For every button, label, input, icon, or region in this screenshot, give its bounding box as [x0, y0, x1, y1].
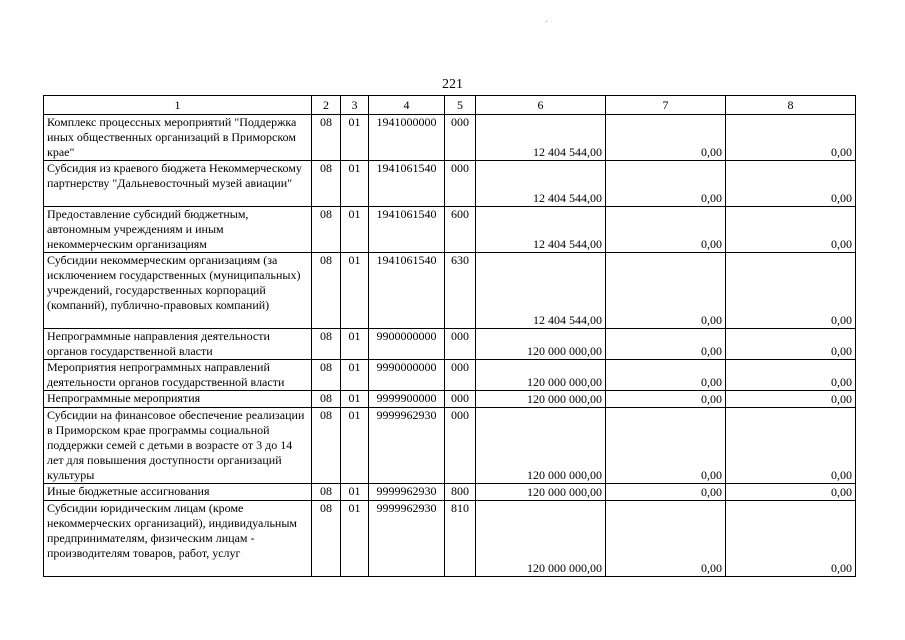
- row-name: Непрограммные мероприятия: [44, 391, 312, 408]
- amount-col-6: 12 404 544,00: [476, 253, 606, 329]
- row-name: Предоставление субсидий бюджетным, автономным учреждениям и иным некоммерческим организациям: [44, 207, 312, 253]
- amount-col-7: 0,00: [606, 391, 726, 408]
- amount-col-7: 0,00: [606, 329, 726, 360]
- target-article-code: 9999962930: [369, 501, 445, 577]
- target-article-code: 9999962930: [369, 484, 445, 501]
- table-row: [44, 207, 856, 253]
- target-article-code: 9999962930: [369, 408, 445, 484]
- expense-type-code: 630: [445, 253, 476, 329]
- amount-col-7: 0,00: [606, 484, 726, 501]
- section-code: 08: [312, 408, 341, 484]
- subsection-code: 01: [341, 207, 369, 253]
- subsection-code: 01: [341, 484, 369, 501]
- table-row: [44, 408, 856, 484]
- amount-col-8: 0,00: [726, 329, 856, 360]
- table-row: [44, 329, 856, 360]
- table-row: [44, 161, 856, 207]
- amount-col-8: 0,00: [726, 391, 856, 408]
- row-name: Субсидия из краевого бюджета Некоммерческому партнерству "Дальневосточный музей авиации": [44, 161, 312, 207]
- subsection-code: 01: [341, 501, 369, 577]
- section-code: 08: [312, 253, 341, 329]
- amount-col-7: 0,00: [606, 253, 726, 329]
- expense-type-code: 000: [445, 115, 476, 161]
- subsection-code: 01: [341, 408, 369, 484]
- subsection-code: 01: [341, 360, 369, 391]
- budget-table: [43, 95, 856, 577]
- amount-col-8: 0,00: [726, 501, 856, 577]
- section-code: 08: [312, 360, 341, 391]
- subsection-code: 01: [341, 115, 369, 161]
- target-article-code: 1941000000: [369, 115, 445, 161]
- amount-col-8: 0,00: [726, 253, 856, 329]
- amount-col-6: 120 000 000,00: [476, 501, 606, 577]
- expense-type-code: 810: [445, 501, 476, 577]
- subsection-code: 01: [341, 329, 369, 360]
- target-article-code: 9990000000: [369, 360, 445, 391]
- amount-col-7: 0,00: [606, 360, 726, 391]
- expense-type-code: 000: [445, 161, 476, 207]
- amount-col-8: 0,00: [726, 115, 856, 161]
- section-code: 08: [312, 391, 341, 408]
- table-row: [44, 115, 856, 161]
- expense-type-code: 000: [445, 360, 476, 391]
- row-name: Субсидии на финансовое обеспечение реализации в Приморском крае программы социальной поддержки семей с детьми в возрасте от 3 до 14 лет для повышения доступности организаций культуры: [44, 408, 312, 484]
- row-name: Непрограммные направления деятельности органов государственной власти: [44, 329, 312, 360]
- table-row: [44, 391, 856, 408]
- amount-col-7: 0,00: [606, 115, 726, 161]
- amount-col-7: 0,00: [606, 408, 726, 484]
- expense-type-code: 600: [445, 207, 476, 253]
- subsection-code: 01: [341, 391, 369, 408]
- target-article-code: 9900000000: [369, 329, 445, 360]
- target-article-code: 1941061540: [369, 161, 445, 207]
- col-header: 8: [726, 96, 856, 115]
- section-code: 08: [312, 207, 341, 253]
- col-header: 1: [44, 96, 312, 115]
- amount-col-7: 0,00: [606, 501, 726, 577]
- row-name: Субсидии юридическим лицам (кроме некоммерческих организаций), индивидуальным предпринимателям, физическим лицам - производителям товаров, работ, услуг: [44, 501, 312, 577]
- header-row: [44, 96, 856, 115]
- col-header: 4: [369, 96, 445, 115]
- target-article-code: 1941061540: [369, 253, 445, 329]
- table-row: [44, 501, 856, 577]
- amount-col-6: 12 404 544,00: [476, 161, 606, 207]
- col-header: 3: [341, 96, 369, 115]
- target-article-code: 1941061540: [369, 207, 445, 253]
- amount-col-6: 12 404 544,00: [476, 207, 606, 253]
- table-row: [44, 253, 856, 329]
- amount-col-6: 120 000 000,00: [476, 408, 606, 484]
- amount-col-8: 0,00: [726, 161, 856, 207]
- amount-col-6: 120 000 000,00: [476, 391, 606, 408]
- table-row: [44, 484, 856, 501]
- page-number: 221: [442, 77, 463, 92]
- amount-col-6: 120 000 000,00: [476, 484, 606, 501]
- amount-col-6: 120 000 000,00: [476, 360, 606, 391]
- amount-col-7: 0,00: [606, 207, 726, 253]
- row-name: Иные бюджетные ассигнования: [44, 484, 312, 501]
- section-code: 08: [312, 329, 341, 360]
- amount-col-7: 0,00: [606, 161, 726, 207]
- scan-speck: [546, 21, 547, 22]
- section-code: 08: [312, 115, 341, 161]
- expense-type-code: 000: [445, 391, 476, 408]
- subsection-code: 01: [341, 161, 369, 207]
- section-code: 08: [312, 161, 341, 207]
- col-header: 5: [445, 96, 476, 115]
- target-article-code: 9999900000: [369, 391, 445, 408]
- amount-col-8: 0,00: [726, 360, 856, 391]
- amount-col-8: 0,00: [726, 408, 856, 484]
- expense-type-code: 000: [445, 329, 476, 360]
- amount-col-6: 12 404 544,00: [476, 115, 606, 161]
- row-name: Мероприятия непрограммных направлений деятельности органов государственной власти: [44, 360, 312, 391]
- col-header: 2: [312, 96, 341, 115]
- row-name: Субсидии некоммерческим организациям (за исключением государственных (муниципальных) учреждений, государственных корпораций (компаний), публично-правовых компаний): [44, 253, 312, 329]
- subsection-code: 01: [341, 253, 369, 329]
- section-code: 08: [312, 484, 341, 501]
- expense-type-code: 800: [445, 484, 476, 501]
- expense-type-code: 000: [445, 408, 476, 484]
- section-code: 08: [312, 501, 341, 577]
- amount-col-6: 120 000 000,00: [476, 329, 606, 360]
- col-header: 6: [476, 96, 606, 115]
- row-name: Комплекс процессных мероприятий "Поддержка иных общественных организаций в Приморском крае": [44, 115, 312, 161]
- amount-col-8: 0,00: [726, 207, 856, 253]
- col-header: 7: [606, 96, 726, 115]
- amount-col-8: 0,00: [726, 484, 856, 501]
- table-row: [44, 360, 856, 391]
